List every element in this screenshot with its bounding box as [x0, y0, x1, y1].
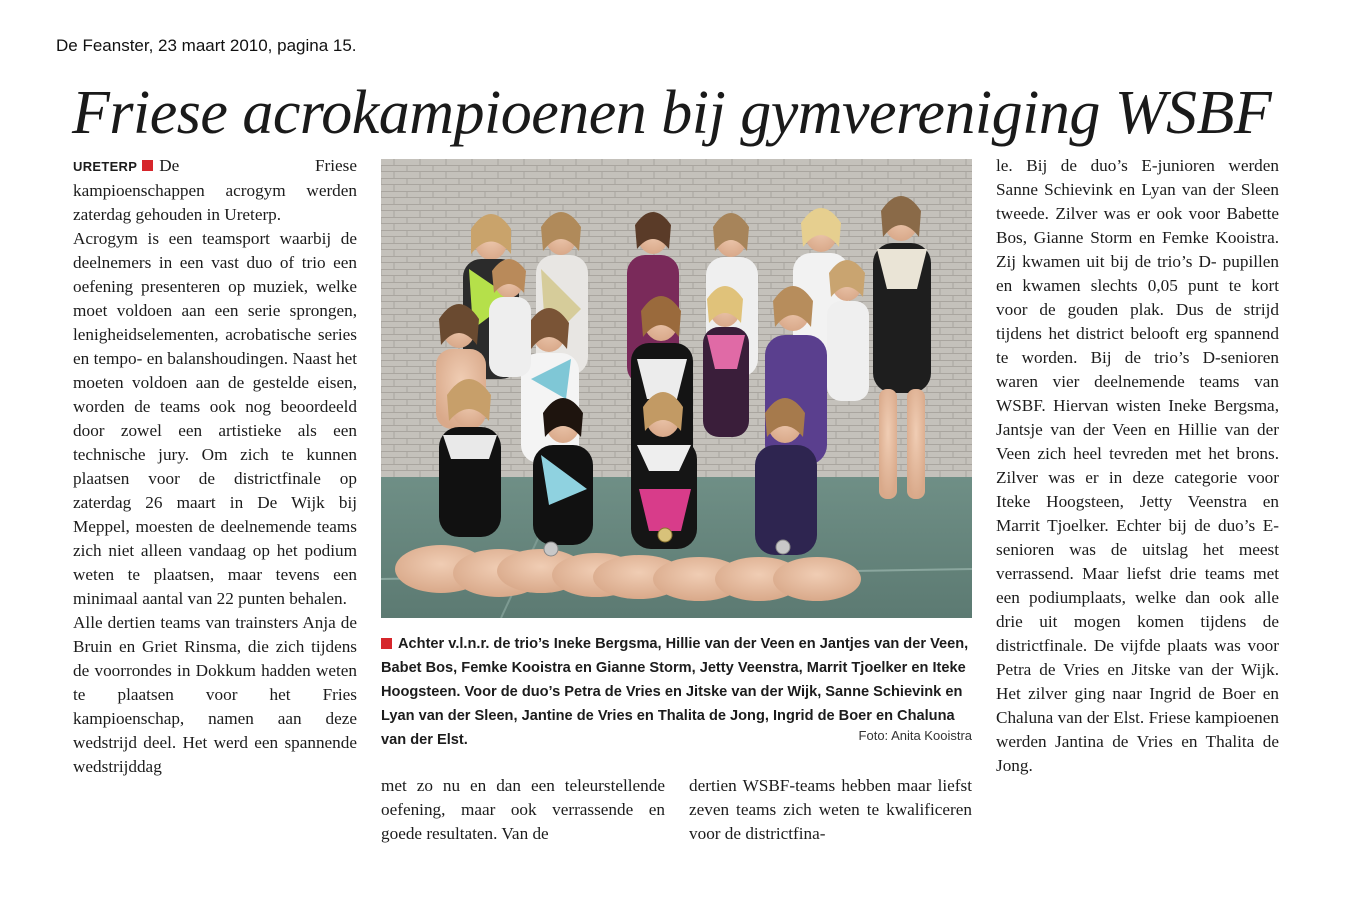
article-column-1: [73, 154, 357, 779]
article-column-2: [381, 774, 665, 846]
body-paragraph: Acrogym is een teamsport waarbij de deelnemers in een vast duo of trio een oefening presenteren op muziek, welke moet voldoen aan een serie sprongen, lenigheidselementen, acrobatische series en tempo- en balanshoudingen. Naast het moeten voldoen aan de gestelde eisen, worden de teams ook nog beoordeeld door zowel een artistieke als een technische jury. Om zich te kunnen plaatsen voor de districtfinale op zaterdag 26 maart in De Wijk bij Meppel, moesten de deelnemende teams zich niet alleen vandaag op het podium weten te plaatsen, maar tevens een minimaal aantal van 22 punten behalen.: [73, 229, 357, 608]
photo-credit: Foto: Anita Kooistra: [858, 728, 972, 743]
body-paragraph: met zo nu en dan een teleurstellende oefening, maar ook verrassende en goede resultaten. Van de: [381, 776, 665, 843]
lead-text: De Friese kampioenschappen acrogym werden zaterdag gehouden in Ureterp.: [73, 156, 357, 224]
body-paragraph: dertien WSBF-teams hebben maar liefst zeven teams zich weten te kwalificeren voor de districtfina-: [689, 776, 972, 843]
red-square-icon: [381, 638, 392, 649]
caption-text: Achter v.l.n.r. de trio’s Ineke Bergsma, Hillie van der Veen en Jantjes van der Veen, Babet Bos, Femke Kooistra en Gianne Storm, Jetty Veenstra, Marrit Tjoelker en Iteke Hoogsteen. Voor de duo’s Petra de Vries en Jitske van der Wijk, Sanne Schievink en Lyan van der Sleen, Jantine de Vries en Thalita de Jong, Ingrid de Boer en Chaluna van der Elst.: [381, 636, 969, 748]
article-column-3: [689, 774, 972, 846]
body-paragraph: le. Bij de duo’s E-junioren werden Sanne Schievink en Lyan van der Sleen tweede. Zilver was er ook voor Babette Bos, Gianne Storm en Femke Kooistra. Zij kwamen uit bij de trio’s D- pupillen en kwamen slechts 0,05 punt te kort voor de gouden plak. Dus de strijd tijdens het district belooft erg spannend te worden. Bij de trio’s D-senioren waren vier deelnemende teams van WSBF. Hiervan wisten Ineke Bergsma, Jantsje van der Veen en Hillie van der Veen zich heel tevreden met het brons. Zilver was er in deze categorie voor Iteke Hoogsteen, Jetty Veenstra en Marrit Tjoelker. Echter bij de duo’s E- senioren was de uitslag het meest verrassend. Maar liefst drie teams met een podiumplaats, welke dan ook alle drie uit mogen komen tijdens de districtfinale. De vijfde plaats was voor Petra de Vries en Jitske van der Wijk. Het zilver ging naar Ingrid de Boer en Chaluna van der Elst. Friese kampioenen werden Jantina de Vries en Thalita de Jong.: [996, 156, 1279, 775]
red-square-icon: [142, 160, 153, 171]
article-column-4: [996, 154, 1279, 778]
article-headline: Friese acrokampioenen bij gymvereniging WSBF: [72, 79, 1272, 147]
team-photo-illustration: [381, 159, 972, 618]
source-line: De Feanster, 23 maart 2010, pagina 15.: [56, 36, 357, 55]
dateline: URETERP: [73, 159, 138, 174]
body-paragraph: Alle dertien teams van trainsters Anja de Bruin en Griet Rinsma, die zich tijdens de voorrondes in Dokkum hadden weten te plaatsen voor het Fries kampioenschap, namen aan deze wedstrijd deel. Het werd een spannende wedstrijddag: [73, 613, 357, 776]
team-photo: [381, 159, 972, 618]
lead-paragraph: [73, 154, 357, 227]
